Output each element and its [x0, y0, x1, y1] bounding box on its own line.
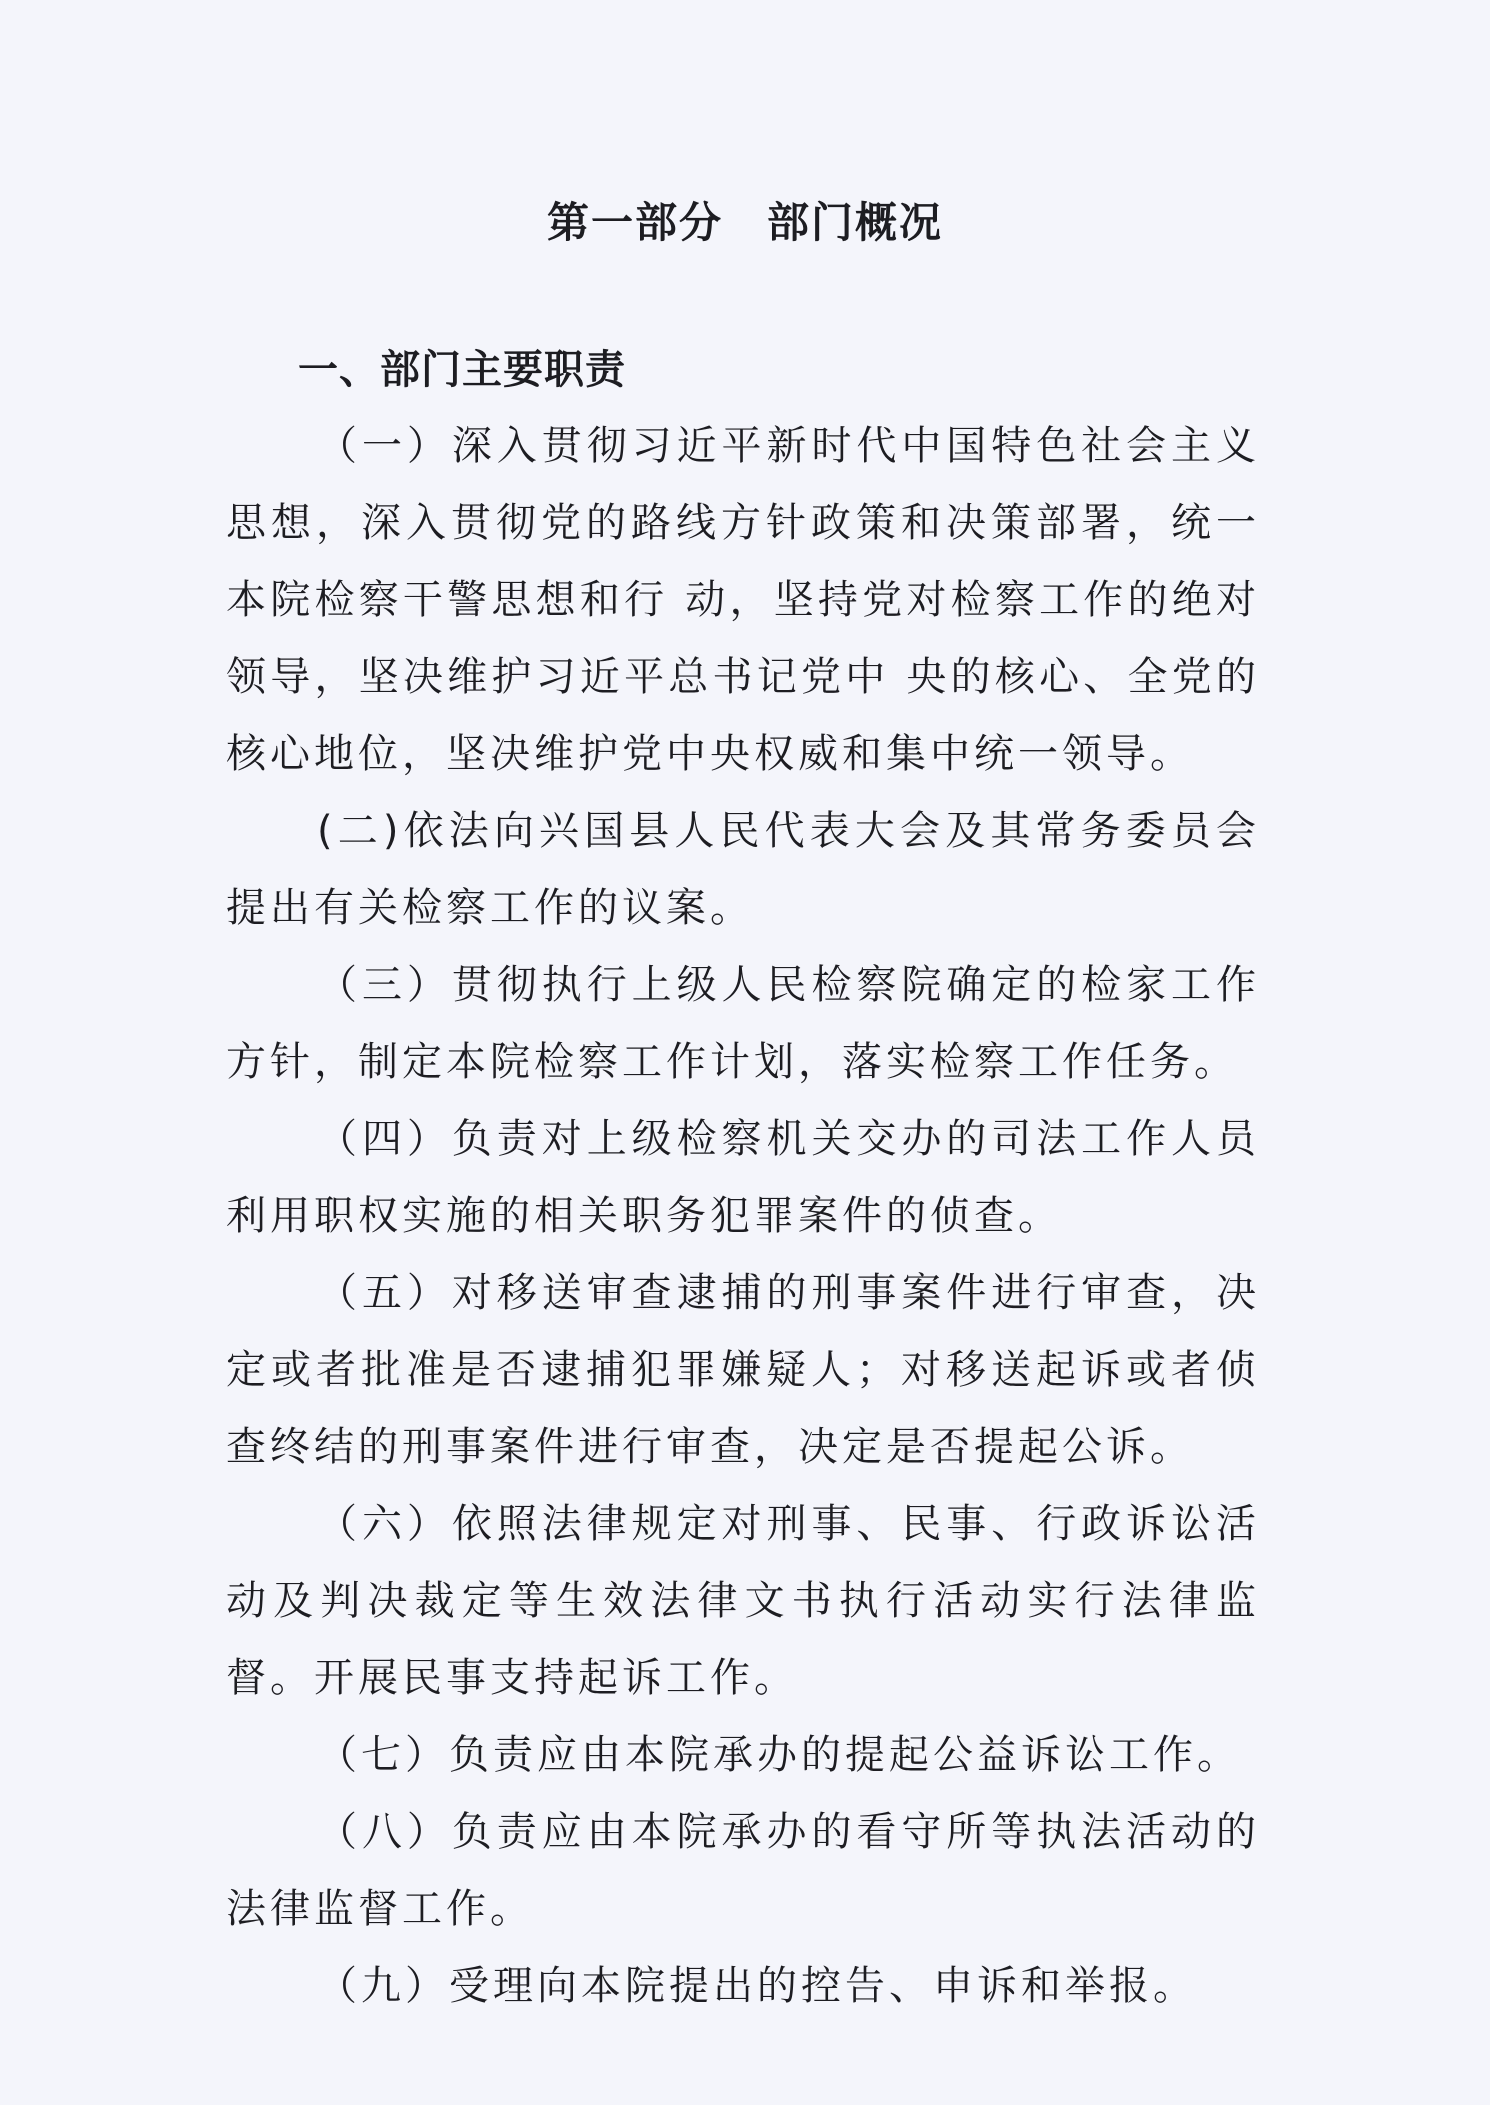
duty-paragraph-4: （四）负责对上级检察机关交办的司法工作人员利用职权实施的相关职务犯罪案件的侦查。	[226, 1116, 1260, 1239]
duty-paragraph-2: (二)依法向兴国县人民代表大会及其常务委员会提出有关检察工作的议案。	[226, 808, 1260, 931]
duty-paragraph-6: （六）依照法律规定对刑事、民事、行政诉讼活动及判决裁定等生效法律文书执行活动实行法律监督。开展民事支持起诉工作。	[226, 1501, 1260, 1701]
duties-list	[226, 408, 1260, 2025]
duty-paragraph-1: （一）深入贯彻习近平新时代中国特色社会主义思想，深入贯彻党的路线方针政策和决策部署，统一本院检察干警思想和行 动，坚持党对检察工作的绝对领导，坚决维护习近平总书记党中 央的核心、全党的核心地位，坚决维护党中央权威和集中统一领导。	[226, 423, 1260, 777]
duty-paragraph-5: （五）对移送审查逮捕的刑事案件进行审查，决定或者批准是否逮捕犯罪嫌疑人；对移送起诉或者侦查终结的刑事案件进行审查，决定是否提起公诉。	[226, 1270, 1260, 1470]
duty-paragraph-3: （三）贯彻执行上级人民检察院确定的检家工作方针，制定本院检察工作计划，落实检察工作任务。	[226, 962, 1260, 1085]
part-title: 第一部分 部门概况	[546, 198, 943, 247]
duty-paragraph-9: （九）受理向本院提出的控告、申诉和举报。	[317, 1963, 1197, 2009]
duty-paragraph-7: （七）负责应由本院承办的提起公益诉讼工作。	[317, 1732, 1241, 1778]
duty-paragraph-8: （八）负责应由本院承办的看守所等执法活动的法律监督工作。	[226, 1809, 1260, 1932]
section-heading: 一、部门主要职责	[298, 347, 626, 393]
